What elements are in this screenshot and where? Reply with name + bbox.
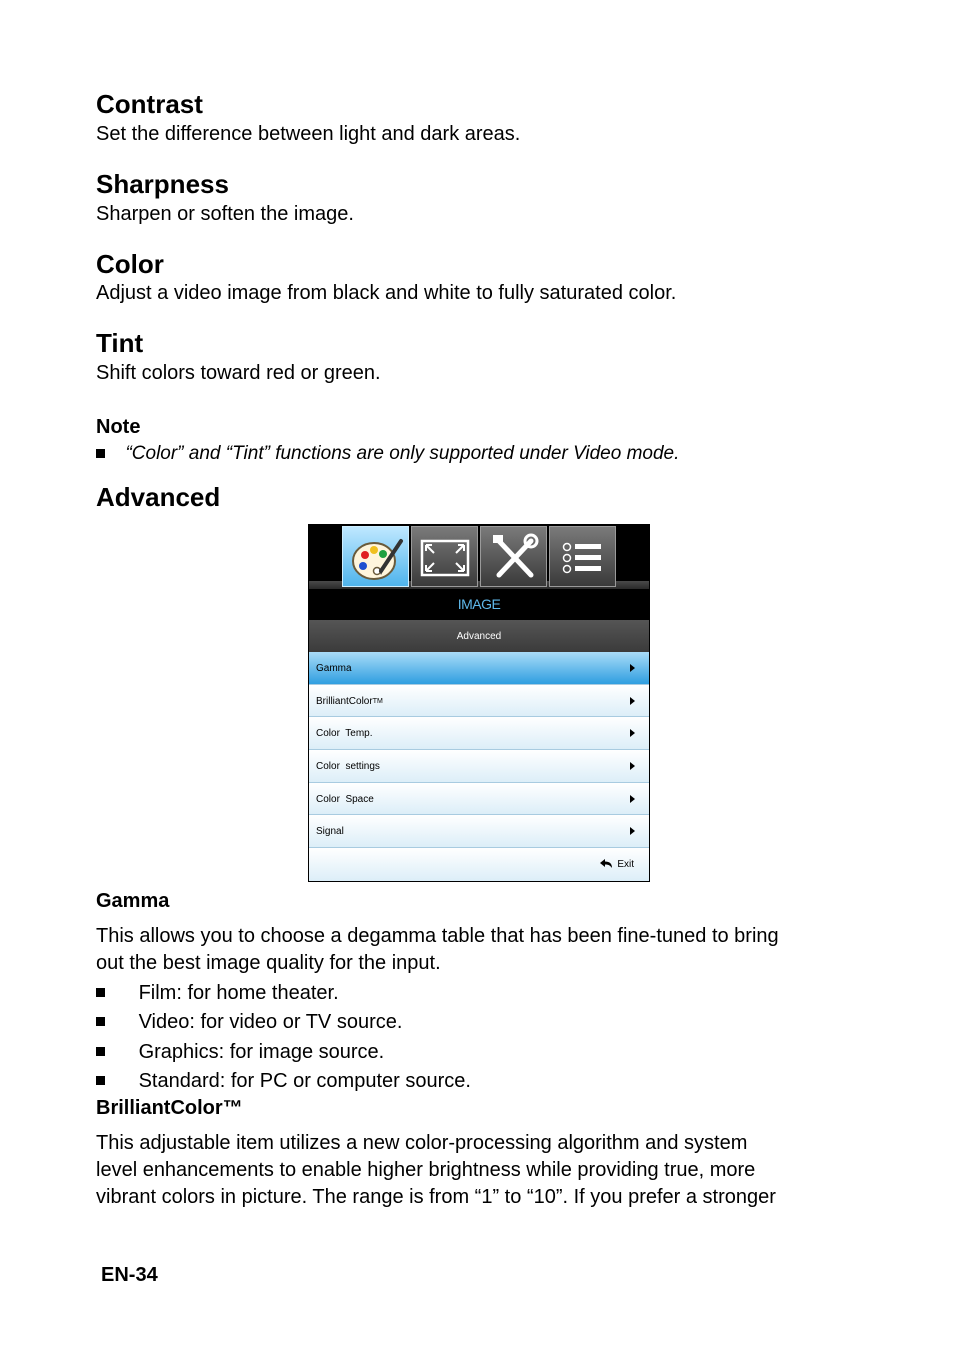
gamma-bullet-video: Video: for video or TV source. bbox=[96, 1010, 402, 1034]
tab-options[interactable] bbox=[549, 526, 616, 587]
menu-item-label: Signal bbox=[316, 826, 344, 838]
menu-item-label: Color settings bbox=[316, 761, 380, 773]
palette-icon bbox=[343, 527, 410, 588]
arrow-right-icon bbox=[630, 697, 635, 705]
menu-item-color-temp[interactable] bbox=[309, 717, 649, 750]
arrow-right-icon bbox=[630, 664, 635, 672]
sharpness-description: Sharpen or soften the image. bbox=[96, 203, 354, 225]
arrow-right-icon bbox=[630, 827, 635, 835]
note-heading: Note bbox=[96, 416, 141, 438]
gamma-paragraph-line-1: This allows you to choose a degamma table that has been fine-tuned to bring bbox=[96, 925, 779, 947]
list-menu-icon bbox=[550, 527, 617, 588]
advanced-heading: Advanced bbox=[96, 482, 221, 512]
menu-item-gamma[interactable] bbox=[309, 652, 649, 685]
menu-item-label: Color Temp. bbox=[316, 728, 373, 740]
tab-image[interactable] bbox=[342, 526, 409, 587]
tint-heading: Tint bbox=[96, 328, 144, 358]
arrow-right-icon bbox=[630, 729, 635, 737]
bullet-square-icon bbox=[96, 1017, 105, 1026]
gamma-bullet-graphics: Graphics: for image source. bbox=[96, 1040, 384, 1064]
tab-display[interactable] bbox=[411, 526, 478, 587]
menu-item-color-space[interactable] bbox=[309, 783, 649, 816]
brilliantcolor-heading: BrilliantColor™ bbox=[96, 1097, 243, 1119]
gamma-bullet-standard: Standard: for PC or computer source. bbox=[96, 1069, 471, 1093]
color-heading: Color bbox=[96, 249, 164, 279]
osd-title: IMAGE bbox=[309, 589, 649, 619]
osd-subtitle: Advanced bbox=[309, 619, 649, 652]
brilliantcolor-paragraph-line-1: This adjustable item utilizes a new color-processing algorithm and system bbox=[96, 1132, 748, 1154]
tools-icon bbox=[481, 527, 548, 588]
tab-setup[interactable] bbox=[480, 526, 547, 587]
exit-button[interactable] bbox=[599, 859, 634, 871]
gamma-heading: Gamma bbox=[96, 890, 170, 912]
brilliantcolor-paragraph-line-3: vibrant colors in picture. The range is from “1” to “10”. If you prefer a stronger bbox=[96, 1186, 776, 1208]
trademark-superscript: TM bbox=[372, 697, 383, 705]
osd-tab-bar bbox=[309, 525, 649, 589]
screen-resize-icon bbox=[412, 527, 479, 588]
osd-menu bbox=[308, 524, 650, 882]
menu-item-color-settings[interactable] bbox=[309, 750, 649, 783]
tint-description: Shift colors toward red or green. bbox=[96, 362, 381, 384]
menu-item-label: BrilliantColor bbox=[316, 695, 373, 707]
gamma-bullet-film: Film: for home theater. bbox=[96, 981, 339, 1005]
menu-item-label: Gamma bbox=[316, 663, 352, 674]
arrow-right-icon bbox=[630, 795, 635, 803]
osd-menu-list bbox=[309, 652, 649, 848]
gamma-paragraph-line-2: out the best image quality for the input. bbox=[96, 952, 441, 974]
bullet-square-icon bbox=[96, 1047, 105, 1056]
contrast-heading: Contrast bbox=[96, 89, 203, 119]
exit-label: Exit bbox=[617, 859, 634, 870]
brilliantcolor-paragraph-line-2: level enhancements to enable higher brightness while providing true, more bbox=[96, 1159, 756, 1181]
arrow-right-icon bbox=[630, 762, 635, 770]
sharpness-heading: Sharpness bbox=[96, 169, 229, 199]
menu-item-brilliantcolor[interactable] bbox=[309, 685, 649, 718]
bullet-square-icon bbox=[96, 988, 105, 997]
note-item bbox=[96, 442, 679, 466]
bullet-square-icon bbox=[96, 1076, 105, 1085]
osd-footer bbox=[309, 848, 649, 881]
note-text: “Color” and “Tint” functions are only supported under Video mode. bbox=[125, 443, 680, 464]
contrast-description: Set the difference between light and dark areas. bbox=[96, 123, 521, 145]
menu-item-label: Color Space bbox=[316, 793, 374, 805]
page-number: EN-34 bbox=[101, 1264, 158, 1286]
color-description: Adjust a video image from black and white to fully saturated color. bbox=[96, 282, 677, 304]
menu-item-signal[interactable] bbox=[309, 815, 649, 848]
bullet-square-icon bbox=[96, 449, 105, 458]
return-arrow-icon bbox=[599, 859, 613, 869]
